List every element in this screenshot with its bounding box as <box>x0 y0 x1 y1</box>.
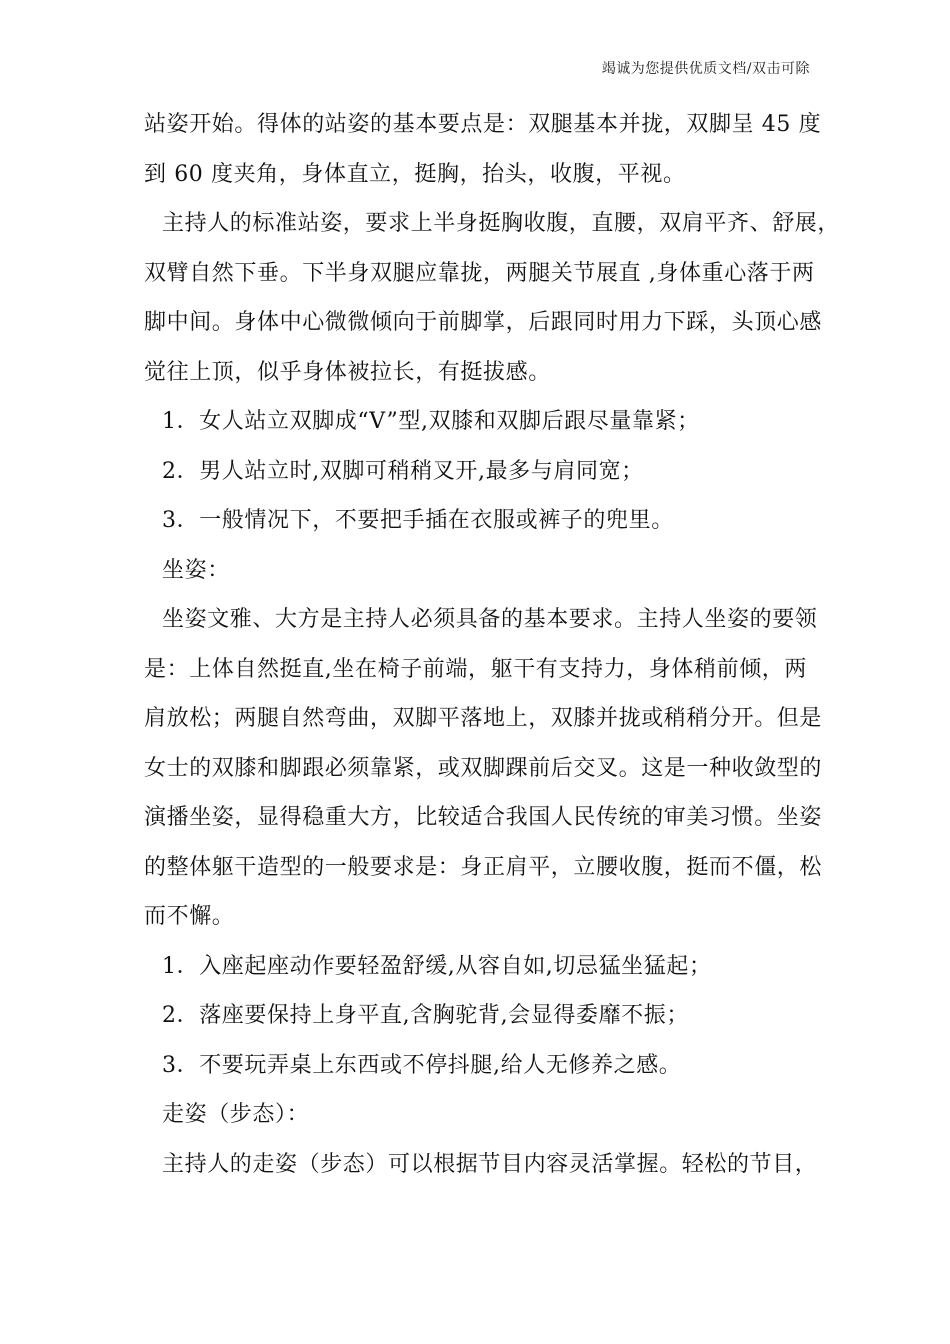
list-item: 2．落座要保持上身平直,含胸驼背,会显得委靡不振； <box>162 1003 689 1028</box>
list-item: 3．一般情况下，不要把手插在衣服或裤子的兜里。 <box>162 508 674 533</box>
text-line: 坐姿文雅、大方是主持人必须具备的基本要求。主持人坐姿的要领 <box>162 607 818 632</box>
text-line: 是：上体自然挺直,坐在椅子前端，躯干有支持力，身体稍前倾，两 <box>144 656 807 682</box>
text-line: 的整体躯干造型的一般要求是：身正肩平，立腰收腹，挺而不僵，松 <box>144 854 823 880</box>
header-note: 竭诚为您提供优质文档/双击可除 <box>601 61 810 77</box>
text-line: 主持人的标准站姿，要求上半身挺胸收腹，直腰，双肩平齐、舒展， <box>162 211 841 236</box>
text-line: 觉往上顶，似乎身体被拉长，有挺拔感。 <box>144 359 551 385</box>
document-body <box>144 100 841 1189</box>
section-heading: 坐姿： <box>162 557 230 583</box>
text-line: 肩放松；两腿自然弯曲，双脚平落地上，双膝并拢或稍稍分开。但是 <box>144 706 823 731</box>
text-line: 到 60 度夹角，身体直立，挺胸，抬头，收腹，平视。 <box>144 161 686 187</box>
text-line: 女士的双膝和脚跟必须靠紧，或双脚踝前后交叉。这是一种收敛型的 <box>144 755 823 781</box>
list-item: 2．男人站立时,双脚可稍稍叉开,最多与肩同宽； <box>162 458 644 484</box>
text-line: 演播坐姿，显得稳重大方，比较适合我国人民传统的审美习惯。坐姿 <box>144 805 823 830</box>
text-line: 而不懈。 <box>144 904 235 929</box>
list-item: 3．不要玩弄桌上东西或不停抖腿,给人无修养之感。 <box>162 1052 682 1078</box>
text-line: 脚中间。身体中心微微倾向于前脚掌，后跟同时用力下踩，头顶心感 <box>144 310 823 335</box>
text-line: 双臂自然下垂。下半身双腿应靠拢，两腿关节展直 ,身体重心落于两 <box>144 260 815 286</box>
list-item: 1．女人站立双脚成“V”型,双膝和双脚后跟尽量靠紧； <box>162 409 700 434</box>
list-item: 1．入座起座动作要轻盈舒缓,从容自如,切忌猛坐猛起； <box>162 953 712 979</box>
text-line: 主持人的走姿（步态）可以根据节目内容灵活掌握。轻松的节目， <box>162 1151 818 1177</box>
section-heading: 走姿（步态）： <box>162 1102 310 1127</box>
text-line: 站姿开始。得体的站姿的基本要点是：双腿基本并拢，双脚呈 45 度 <box>144 112 822 137</box>
